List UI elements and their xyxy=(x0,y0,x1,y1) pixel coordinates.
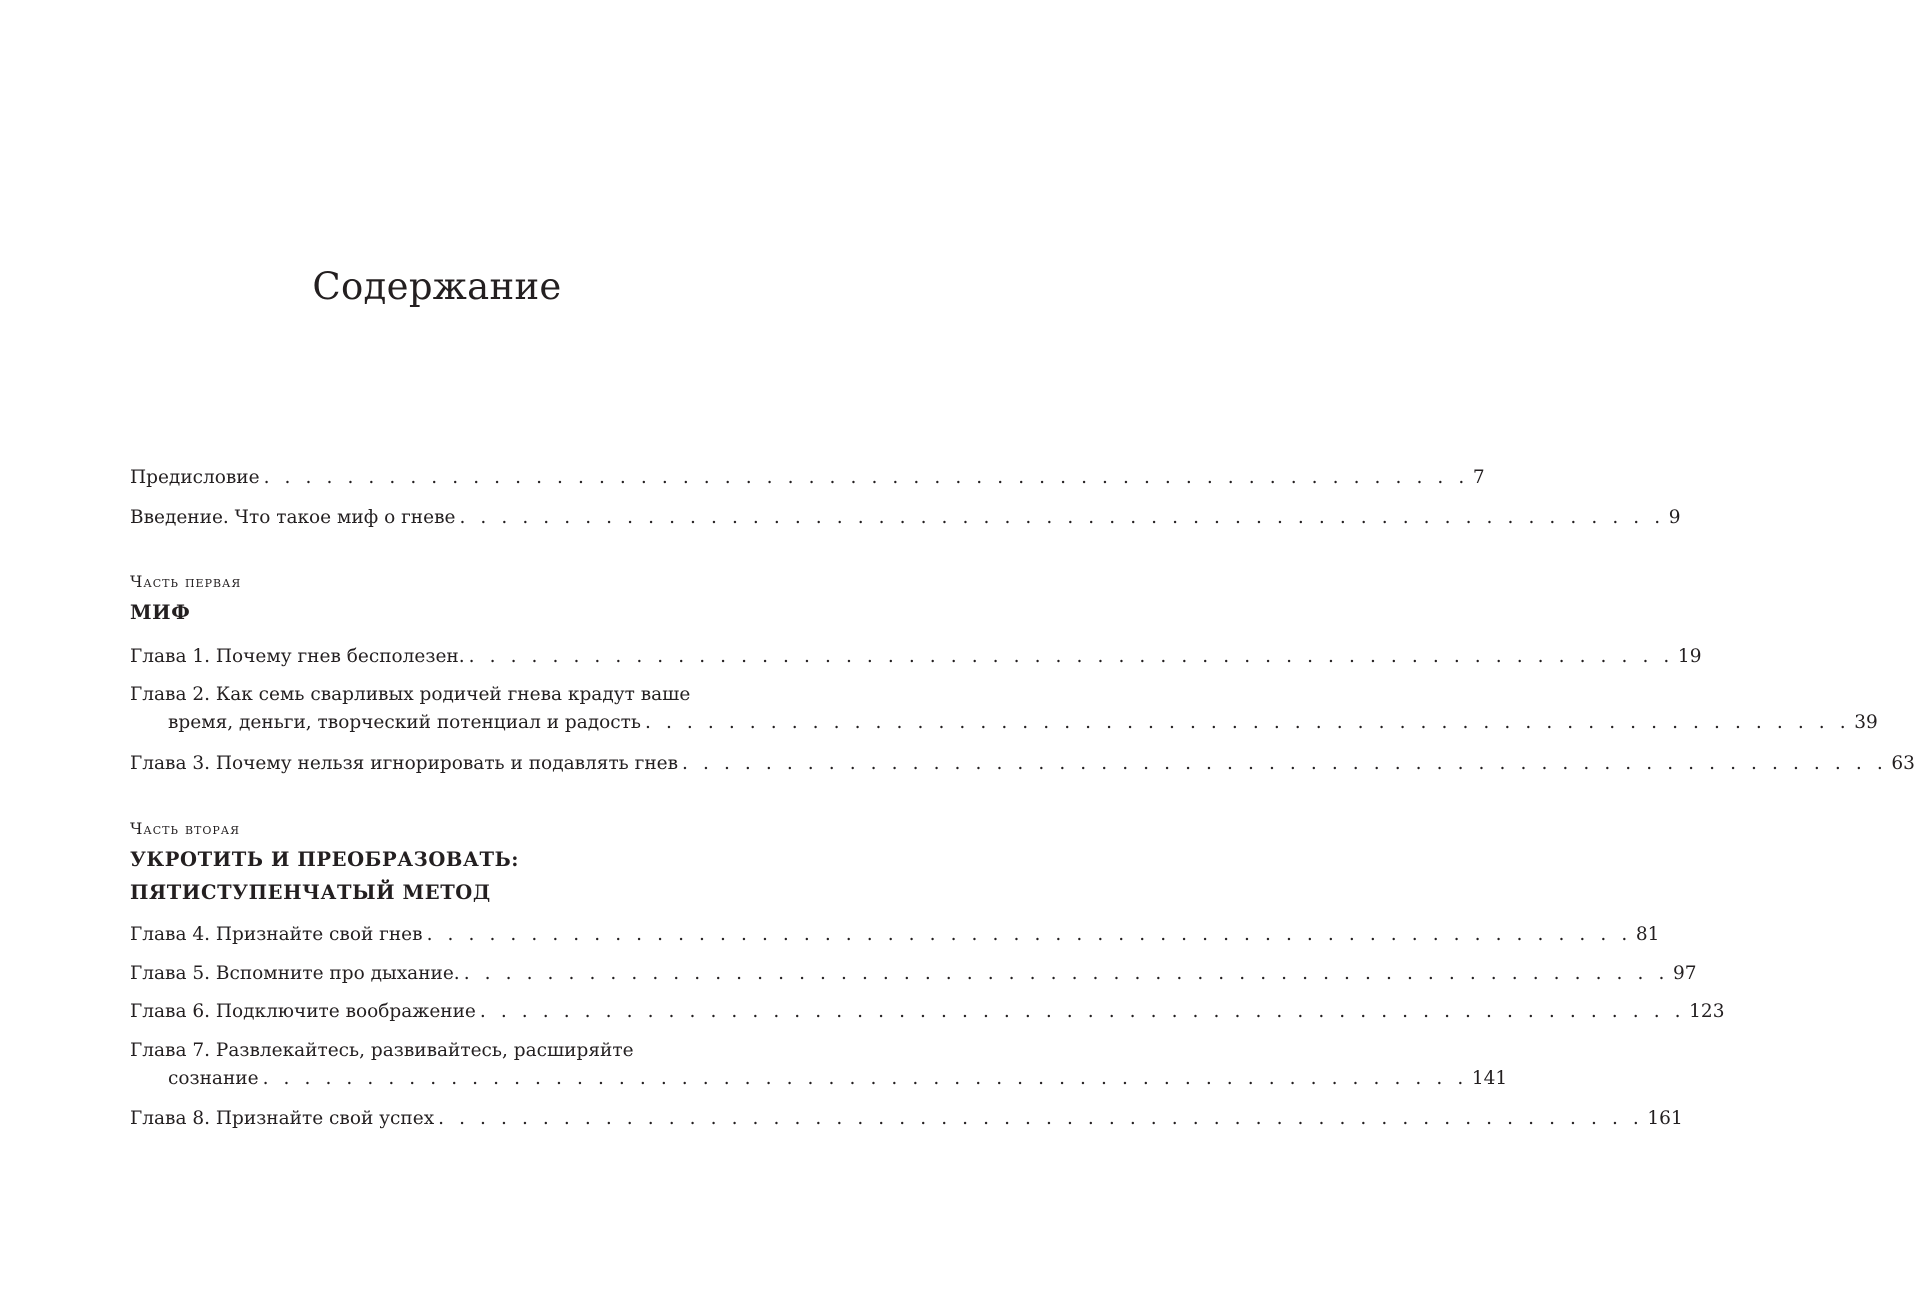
toc-entry-chapter-8 xyxy=(130,1105,1683,1133)
toc-entry-chapter-1 xyxy=(130,643,1702,671)
dot-leader: . . . . . . . . . . . . . . . . . . . . . . . . . . . . . . . . . . . . . . . . . . . . . . . . . . . . . . . . . . xyxy=(459,507,1665,528)
toc-page-number: 39 xyxy=(1854,712,1878,733)
dot-leader: . . . . . . . . . . . . . . . . . . . . . . . . . . . . . . . . . . . . . . . . . . . . . . . . . . . . . . . . . . xyxy=(468,646,1674,667)
toc-entry-title: Глава 6. Подключите воображение xyxy=(130,1001,476,1022)
dot-leader: . . . . . . . . . . . . . . . . . . . . . . . . . . . . . . . . . . . . . . . . . . . . . . . . . . . . . . . . . . xyxy=(644,712,1851,733)
toc-page-number: 63 xyxy=(1891,753,1915,774)
toc-page-number: 7 xyxy=(1472,467,1485,488)
dot-leader: . . . . . . . . . . . . . . . . . . . . . . . . . . . . . . . . . . . . . . . . . . . . . . . . . . . . . . . . . . xyxy=(479,1001,1686,1022)
toc-entry-chapter-5 xyxy=(130,960,1697,988)
part-one-title: МИФ xyxy=(130,601,191,624)
toc-entry-title-continued: сознание xyxy=(168,1068,259,1089)
toc-entry-title: Глава 2. Как семь сварливых родичей гнева крадут ваше xyxy=(130,684,691,705)
toc-entry-title: Глава 3. Почему нельзя игнорировать и подавлять гнев xyxy=(130,753,679,774)
page-title: Содержание xyxy=(312,265,562,308)
toc-entry-chapter-6 xyxy=(130,998,1725,1026)
dot-leader: . . . . . . . . . . . . . . . . . . . . . . . . . . . . . . . . . . . . . . . . . . . . . . . . . . . . . . . . . . xyxy=(682,753,1888,774)
toc-entry-title: Глава 1. Почему гнев бесполезен. xyxy=(130,646,465,667)
toc-entry-title: Глава 8. Признайте свой успех xyxy=(130,1108,435,1129)
toc-entry-foreword xyxy=(130,464,1485,492)
toc-page-number: 19 xyxy=(1677,646,1702,667)
dot-leader: . . . . . . . . . . . . . . . . . . . . . . . . . . . . . . . . . . . . . . . . . . . . . . . . . . . . . . . . . . xyxy=(426,924,1632,945)
toc-entry-chapter-2 xyxy=(130,681,1878,737)
toc-entry-title-continued: время, деньги, творческий потенциал и радость xyxy=(168,712,641,733)
toc-entry-title: Введение. Что такое миф о гневе xyxy=(130,507,456,528)
toc-entry-chapter-4 xyxy=(130,921,1660,949)
toc-page-number: 81 xyxy=(1635,924,1660,945)
dot-leader: . . . . . . . . . . . . . . . . . . . . . . . . . . . . . . . . . . . . . . . . . . . . . . . . . . . . . . . . . . xyxy=(438,1108,1644,1129)
dot-leader: . . . . . . . . . . . . . . . . . . . . . . . . . . . . . . . . . . . . . . . . . . . . . . . . . . . . . . . . . . xyxy=(263,467,1469,488)
part-two-label: Часть вторая xyxy=(130,819,241,838)
part-two-title-line-1: УКРОТИТЬ И ПРЕОБРАЗОВАТЬ: xyxy=(130,848,520,871)
toc-page-number: 9 xyxy=(1668,507,1681,528)
toc-entry-chapter-7 xyxy=(130,1037,1508,1093)
toc-entry-chapter-3 xyxy=(130,750,1915,778)
toc-page-number: 141 xyxy=(1471,1068,1508,1089)
toc-page-number: 97 xyxy=(1672,963,1697,984)
part-one-label: Часть первая xyxy=(130,572,242,591)
dot-leader: . . . . . . . . . . . . . . . . . . . . . . . . . . . . . . . . . . . . . . . . . . . . . . . . . . . . . . . . . . xyxy=(262,1068,1468,1089)
toc-entry-title: Предисловие xyxy=(130,467,260,488)
dot-leader: . . . . . . . . . . . . . . . . . . . . . . . . . . . . . . . . . . . . . . . . . . . . . . . . . . . . . . . . . . xyxy=(463,963,1669,984)
part-two-title-line-2: ПЯТИСТУПЕНЧАТЫЙ МЕТОД xyxy=(130,881,491,904)
toc-entry-introduction xyxy=(130,504,1681,532)
toc-entry-title: Глава 5. Вспомните про дыхание. xyxy=(130,963,460,984)
toc-entry-title: Глава 4. Признайте свой гнев xyxy=(130,924,423,945)
toc-page-number: 161 xyxy=(1647,1108,1683,1129)
toc-entry-title: Глава 7. Развлекайтесь, развивайтесь, расширяйте xyxy=(130,1040,634,1061)
toc-page-number: 123 xyxy=(1689,1001,1725,1022)
